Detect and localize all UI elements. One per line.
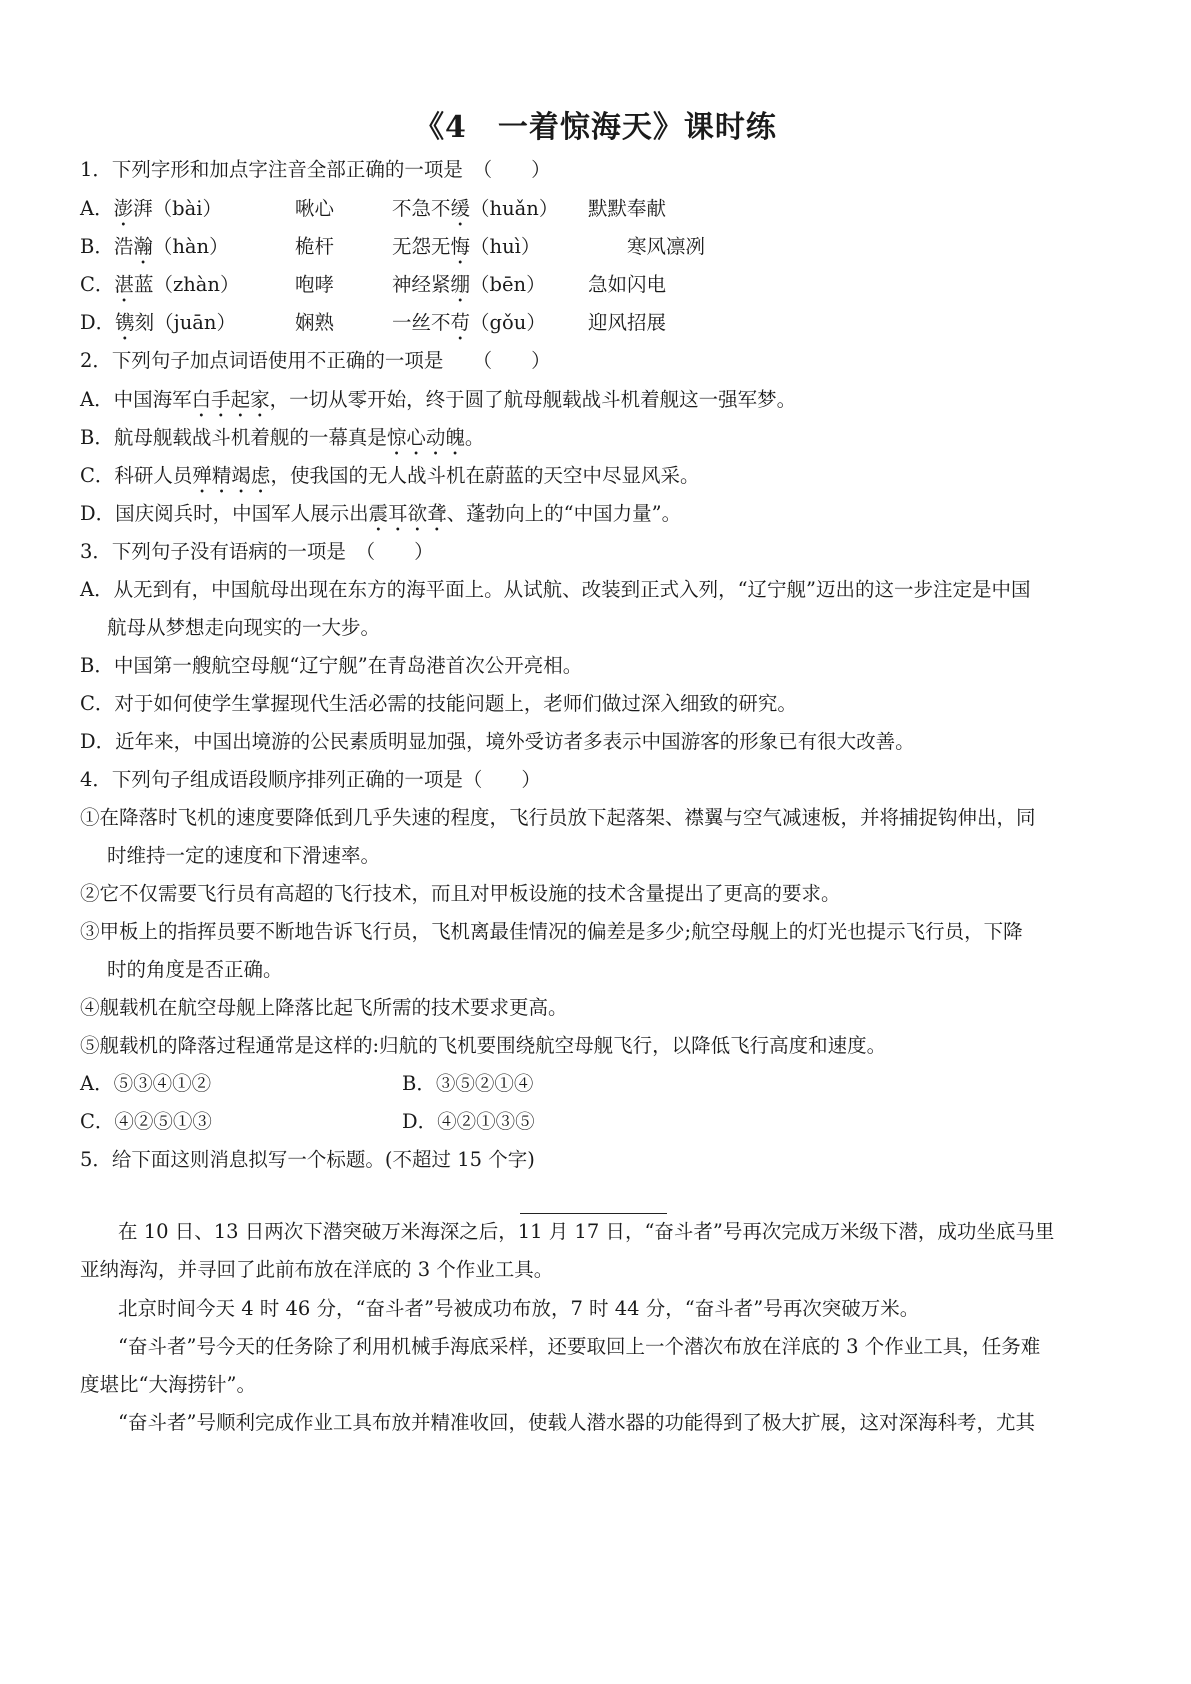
q5-paragraph-3-cont: 度堪比“大海捞针”。 bbox=[80, 1373, 256, 1396]
q4-option-b[interactable]: B．③⑤②①④ bbox=[402, 1072, 534, 1095]
option-text: C．科研人员 bbox=[80, 464, 193, 487]
dotted-char: 悔 bbox=[450, 235, 471, 258]
q1-c-word-3 bbox=[392, 272, 546, 307]
q4-sentence-3: ③甲板上的指挥员要不断地告诉飞行员，飞机离最佳情况的偏差是多少;航空母舰上的灯光也提示飞行员，下降 bbox=[80, 920, 1023, 943]
q4-sentence-2: ②它不仅需要飞行员有高超的飞行技术，而且对甲板设施的技术含量提出了更高的要求。 bbox=[80, 882, 841, 905]
q4-sentence-1-cont: 时维持一定的速度和下滑速率。 bbox=[107, 844, 381, 867]
dotted-char: 镌 bbox=[115, 311, 135, 334]
word-text: 无怨无 bbox=[392, 235, 451, 258]
q4-option-c[interactable]: C．④②⑤①③ bbox=[80, 1110, 212, 1133]
q1-d-word-3 bbox=[392, 310, 546, 345]
option-text: 湃（bài） bbox=[133, 197, 222, 220]
q1-a-word-2: 啾心 bbox=[295, 197, 335, 220]
option-label: D． bbox=[80, 311, 116, 334]
q1-d-word-2: 娴熟 bbox=[295, 311, 335, 334]
dotted-char: 缓 bbox=[450, 197, 471, 220]
q1-c-word-2: 咆哮 bbox=[295, 273, 335, 296]
option-text: ，使我国的无人战斗机在蔚蓝的天空中尽显风采。 bbox=[270, 464, 700, 487]
option-label: C． bbox=[80, 273, 115, 296]
option-text: A．中国海军 bbox=[80, 388, 192, 411]
q3-option-c[interactable]: C．对于如何使学生掌握现代生活必需的技能问题上，老师们做过深入细致的研究。 bbox=[80, 692, 797, 715]
q2-option-b[interactable] bbox=[80, 425, 484, 460]
q5-paragraph-1-cont: 亚纳海沟，并寻回了此前布放在洋底的 3 个作业工具。 bbox=[80, 1258, 554, 1281]
pinyin: （huǎn） bbox=[470, 197, 559, 220]
dotted-phrase: 殚精竭虑 bbox=[192, 464, 271, 487]
q5-paragraph-3: “奋斗者”号今天的任务除了利用机械手海底采样，还要取回上一个潜次布放在洋底的 3 个作业工具，任务难 bbox=[118, 1335, 1041, 1358]
q4-option-d[interactable]: D．④②①③⑤ bbox=[402, 1110, 535, 1133]
q1-b-word-2: 桅杆 bbox=[295, 235, 335, 258]
option-text: ，一切从零开始，终于圆了航母舰载战斗机着舰这一强军梦。 bbox=[269, 388, 797, 411]
q3-option-d[interactable]: D．近年来，中国出境游的公民素质明显加强，境外受访者多表示中国游客的形象已有很大改善。 bbox=[80, 730, 915, 753]
question-5-stem: 5．给下面这则消息拟写一个标题。(不超过 15 个字) bbox=[80, 1148, 535, 1171]
option-text: 。 bbox=[464, 426, 485, 449]
option-text: B．航母舰载战斗机着舰的一幕真是 bbox=[80, 426, 387, 449]
q1-option-c[interactable] bbox=[80, 272, 239, 307]
question-2-stem: 2．下列句子加点词语使用不正确的一项是 （ ） bbox=[80, 349, 551, 372]
q4-sentence-3-cont: 时的角度是否正确。 bbox=[107, 958, 283, 981]
q5-paragraph-2: 北京时间今天 4 时 46 分，“奋斗者”号被成功布放，7 时 44 分，“奋斗者”号再次突破万米。 bbox=[118, 1297, 920, 1320]
dotted-phrase: 白手起家 bbox=[191, 388, 270, 411]
dotted-char: 绷 bbox=[450, 273, 471, 296]
q1-b-word-4: 寒风凛冽 bbox=[627, 235, 706, 258]
q5-paragraph-4: “奋斗者”号顺利完成作业工具布放并精准收回，使载人潜水器的功能得到了极大扩展，这对深海科考，尤其 bbox=[118, 1411, 1035, 1434]
q3-option-a[interactable]: A．从无到有，中国航母出现在东方的海平面上。从试航、改装到正式入列，“辽宁舰”迈出的这一步注定是中国 bbox=[80, 578, 1031, 601]
question-4-stem: 4．下列句子组成语段顺序排列正确的一项是（ ） bbox=[80, 768, 541, 791]
q1-d-word-4: 迎风招展 bbox=[588, 311, 667, 334]
q3-option-a-cont: 航母从梦想走向现实的一大步。 bbox=[107, 616, 381, 639]
option-label: A． bbox=[80, 197, 114, 220]
q1-option-b[interactable] bbox=[80, 234, 229, 269]
q1-option-d[interactable] bbox=[80, 310, 236, 345]
q1-a-word-3 bbox=[392, 196, 558, 231]
q1-b-word-3 bbox=[392, 234, 540, 269]
dotted-char: 澎 bbox=[113, 197, 134, 220]
q2-option-c[interactable] bbox=[80, 463, 699, 498]
pinyin: （huì） bbox=[470, 235, 541, 258]
option-text: 、蓬勃向上的“中国力量”。 bbox=[446, 502, 682, 525]
pinyin: （hàn） bbox=[152, 235, 229, 258]
q2-option-d[interactable] bbox=[80, 501, 681, 536]
q4-sentence-1: ①在降落时飞机的速度要降低到几乎失速的程度，飞行员放下起落架、襟翼与空气减速板，并将捕捉钩伸出，同 bbox=[80, 806, 1036, 829]
option-text: 蓝（zhàn） bbox=[133, 273, 240, 296]
dotted-char: 苟 bbox=[450, 311, 471, 334]
option-label: B．浩 bbox=[80, 235, 134, 258]
word-text: 神经紧 bbox=[392, 273, 451, 296]
q2-option-a[interactable] bbox=[80, 387, 796, 422]
q4-option-a[interactable]: A．⑤③④①② bbox=[80, 1072, 212, 1095]
option-text: D．国庆阅兵时，中国军人展示出 bbox=[80, 502, 369, 525]
word-text: 一丝不 bbox=[392, 311, 451, 334]
dotted-phrase: 震耳欲聋 bbox=[368, 502, 447, 525]
pinyin: （bēn） bbox=[470, 273, 546, 296]
q1-option-a[interactable] bbox=[80, 196, 222, 231]
q4-sentence-4: ④舰载机在航空母舰上降落比起飞所需的技术要求更高。 bbox=[80, 996, 568, 1019]
question-3-stem: 3．下列句子没有语病的一项是 （ ） bbox=[80, 540, 434, 563]
option-text: 刻（juān） bbox=[134, 311, 236, 334]
question-1-stem: 1．下列字形和加点字注音全部正确的一项是 （ ） bbox=[80, 158, 551, 181]
q1-a-word-4: 默默奉献 bbox=[588, 197, 667, 220]
q4-sentence-5: ⑤舰载机的降落过程通常是这样的:归航的飞机要围绕航空母舰飞行，以降低飞行高度和速度。 bbox=[80, 1034, 887, 1057]
word-text: 不急不 bbox=[392, 197, 451, 220]
q1-c-word-4: 急如闪电 bbox=[588, 273, 667, 296]
answer-blank[interactable] bbox=[520, 1213, 667, 1214]
q3-option-b[interactable]: B．中国第一艘航空母舰“辽宁舰”在青岛港首次公开亮相。 bbox=[80, 654, 583, 677]
dotted-char: 湛 bbox=[114, 273, 134, 296]
page-title: 《4 一着惊海天》课时练 bbox=[414, 110, 777, 145]
q5-paragraph-1: 在 10 日、13 日两次下潜突破万米海深之后，11 月 17 日，“奋斗者”号再次完成万米级下潜，成功坐底马里 bbox=[118, 1220, 1055, 1243]
dotted-phrase: 惊心动魄 bbox=[386, 426, 465, 449]
dotted-char: 瀚 bbox=[133, 235, 153, 258]
pinyin: （gǒu） bbox=[470, 311, 546, 334]
